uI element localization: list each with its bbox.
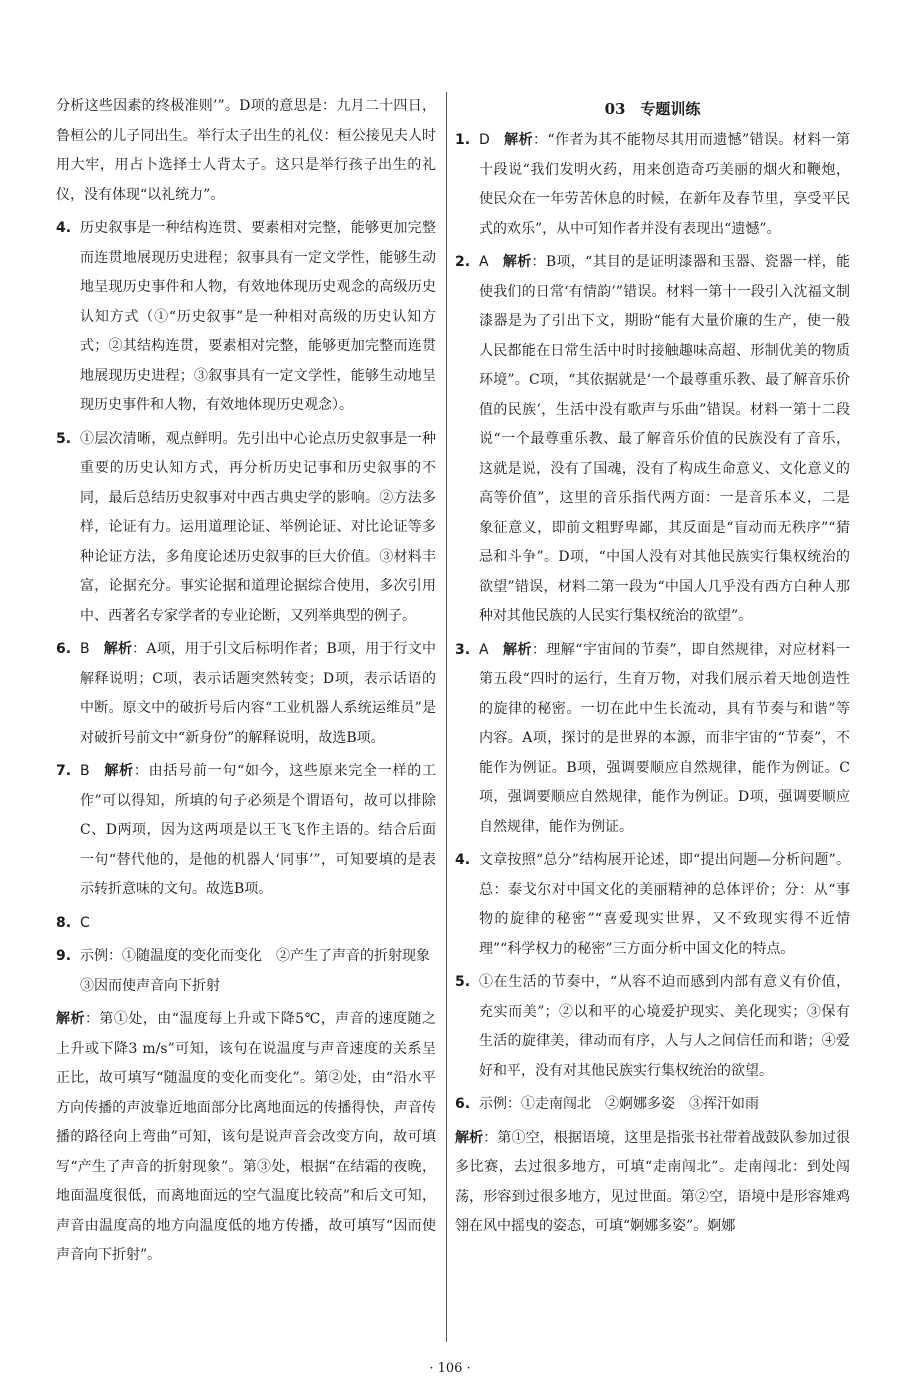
- question-number: 4.: [56, 220, 72, 236]
- analysis-label: 解析: [455, 1129, 484, 1146]
- analysis-text: ：第①处，由“温度每上升或下降5℃，声音的速度随之上升或下降3 m/s”可知，该句在说温度与声音速度的关系呈正比，故可填写“随温度的变化而变化”。第②处，由“沿水平方向传播的声波靠近地面部分比离地面远的传播得快，声音传播的路径向上弯曲”可知，该句是说声音会改变方向，故可填写“产生了声音的折射现象”。第③处，根据“在结霜的夜晚，地面温度很低，而离地面远的空气温度比较高”和后文可知，声音由温度高的地方向温度低的地方传播，故可填写“因而使声音向下折射”。: [56, 1011, 436, 1263]
- answer-choice: D: [479, 132, 490, 148]
- answer-text: ①层次清晰，观点鲜明。先引出中心论点历史叙事是一种重要的历史认知方式，再分析历史记事和历史叙事的不同，最后总结历史叙事对中西古典史学的影响。②方法多样，论证有力。运用道理论证、举例论证、对比论证等多种论证方法，多角度论述历史叙事的巨大价值。③材料丰富，论据充分。事实论据和道理论据综合使用，多次引用中、西著名专家学者的专业论断，又列举典型的例子。: [80, 430, 436, 624]
- answer-choice: A: [479, 641, 489, 658]
- example-2: ②产生了声音的折射现象: [276, 948, 430, 964]
- question-body: [479, 846, 850, 964]
- analysis-text: ：第①空，根据语境，这里是指张书社带着战鼓队参加过很多比赛，去过很多地方，可填“走南闯北”。走南闯北：到处闯荡，形容到过很多地方，见过世面。第②空，语境中是形容雉鸡翎在风中摇曳的姿态，可填“婀娜多姿”。婀娜: [455, 1129, 851, 1234]
- question-number: 7.: [56, 763, 72, 779]
- analysis-text: ：由括号前一句“如今，这些原来完全一样的工作”可以得知，所填的句子必须是个谓语句，故可以排除C、D两项，因为这两项是以王飞飞作主语的。结合后面一句“替代他的，是他的机器人‘同事’”，可知要填的是表示转折意味的文句。故选B项。: [80, 763, 437, 897]
- left-column: [56, 92, 436, 1275]
- example-1: ①走南闯北: [521, 1096, 591, 1112]
- question-body: [80, 909, 436, 939]
- analysis-label: 解析: [56, 1011, 85, 1027]
- question-number: 3.: [455, 641, 471, 658]
- analysis-label: 解析: [503, 132, 533, 148]
- right-column: [455, 92, 850, 1246]
- example-1: ①随温度的变化而变化: [122, 948, 262, 964]
- section-title: 03 专题训练: [604, 100, 701, 118]
- question-number: 9.: [56, 948, 72, 964]
- question-9: [56, 942, 436, 1001]
- question-4: [455, 846, 850, 964]
- question-7: [56, 757, 436, 905]
- question-6: [455, 1090, 850, 1120]
- answer-choice: C: [80, 914, 90, 931]
- example-row: [80, 972, 436, 1002]
- question-1: [455, 126, 850, 244]
- question-number: 1.: [455, 132, 471, 148]
- analysis-label: 解析: [502, 641, 532, 658]
- example-2: ②婀娜多姿: [605, 1096, 675, 1112]
- example-3: ③挥汗如雨: [689, 1096, 759, 1112]
- example-prefix: 示例：: [80, 948, 122, 964]
- question-body: [479, 636, 850, 843]
- question-5: [455, 968, 850, 1086]
- column-divider: [446, 92, 447, 1342]
- analysis-text: ：“作者为其不能物尽其用而遗憾”错误。材料一第十段说“我们发明火药，用来创造奇巧美丽的烟火和鞭炮，使民众在一年劳苦休息的时候，在新年及春节里，享受平民式的欢乐”，从中可知作者并没有表现出“遗憾”。: [479, 132, 850, 237]
- example-prefix: 示例：: [479, 1096, 521, 1112]
- question-3: [455, 636, 850, 843]
- answer-choice: B: [80, 641, 90, 657]
- page-number: · 106 ·: [429, 1361, 471, 1376]
- analysis-text: ：理解“宇宙间的节奏”，即自然规律，对应材料一第五段“四时的运行，生育万物，对我们展示着天地创造性的旋律的秘密。一切在此中生长流动，具有节奏与和谐”等内容。A项，探讨的是世界的本源，而非宇宙的“节奏”，不能作为例证。B项，强调要顺应自然规律，能作为例证。C项，强调要顺应自然规律，能作为例证。D项，强调要顺应自然规律，能作为例证。: [479, 641, 850, 835]
- question-2: [455, 248, 850, 632]
- question-number: 6.: [455, 1096, 471, 1112]
- question-body: [80, 635, 436, 753]
- question-number: 5.: [56, 430, 72, 447]
- question-body: [479, 248, 850, 632]
- example-3: ③因而使声音向下折射: [80, 977, 220, 994]
- question-4: [56, 214, 436, 421]
- answer-text: ①在生活的节奏中，“从容不迫而感到内部有意义有价值，充实而美”；②以和平的心境爱护现实、美化现实；③保有生活的旋律美，律动而有序，人与人之间信任而和谐；④爱好和平，没有对其他民族实行集权统治的欲望。: [479, 974, 850, 1079]
- question-body: [80, 214, 436, 421]
- question-number: 5.: [455, 974, 471, 990]
- question-body: [80, 942, 436, 1001]
- analysis-label: 解析: [103, 763, 134, 779]
- question-number: 8.: [56, 914, 72, 931]
- analysis-label: 解析: [502, 254, 532, 270]
- answer-choice: A: [479, 254, 489, 270]
- question-8: [56, 909, 436, 939]
- answer-text: 历史叙事是一种结构连贯、要素相对完整，能够更加完整而连贯地展现历史进程；叙事具有一定文学性，能够生动地呈现历史事件和人物，有效地体现历史观念的高级历史认知方式（①“历史叙事”是一种相对高级的历史认知方式；②其结构连贯，要素相对完整，能够更加完整而连贯地展现历史进程；③叙事具有一定文学性，能够生动地呈现历史事件和人物，有效地体现历史观念）。: [80, 220, 436, 413]
- analysis-label: 解析: [103, 641, 133, 657]
- question-number: 4.: [455, 852, 471, 868]
- question-9-analysis: [56, 1005, 436, 1271]
- answer-text: 文章按照“总分”结构展开论述，即“提出问题—分析问题”。总：泰戈尔对中国文化的美丽精神的总体评价；分：从“事物的旋律的秘密”“喜爱现实世界，又不致现实得不近情理”“科学权力的秘密”三方面分析中国文化的特点。: [479, 852, 850, 957]
- question-body: [479, 126, 850, 244]
- analysis-text: ：A项，用于引文后标明作者；B项，用于行文中解释说明；C项，表示话题突然转变；D项，表示话语的中断。原文中的破折号后内容“工业机器人系统运维员”是对破折号前文中“新身份”的解释说明，故选B项。: [80, 641, 437, 746]
- question-body: [479, 1090, 850, 1120]
- question-body: [479, 968, 850, 1086]
- question-number: 2.: [455, 254, 471, 270]
- question-body: [80, 757, 436, 905]
- question-5: [56, 425, 436, 632]
- question-body: [80, 425, 436, 632]
- answer-choice: B: [80, 763, 90, 779]
- question-6: [56, 635, 436, 753]
- analysis-text: ：B项，“其目的是证明漆器和玉器、瓷器一样，能使我们的日常‘有情韵’”错误。材料一第十一段引入沈福文制漆器是为了引出下文，期盼“能有大量价廉的生产，使一般人民都能在日常生活中时时接触趣味高超、形制优美的物质环境”。C项，“其依据就是‘一个最尊重乐教、最了解音乐价值的民族’，生活中没有歌声与乐曲”错误。材料一第十二段说“一个最尊重乐教、最了解音乐价值的民族没有了音乐，这就是说，没有了国魂，没有了构成生命意义、文化意义的高等价值”，这里的音乐指代两方面：一是音乐本义，二是象征意义，即前文粗野卑鄙，其反面是“盲动而无秩序”“猜忌和斗争”。D项，“中国人没有对其他民族实行集权统治的欲望”错误，材料二第一段为“中国人几乎没有西方白种人那种对其他民族的人民实行集权统治的欲望”。: [479, 254, 851, 624]
- question-number: 6.: [56, 641, 72, 657]
- continuation-paragraph: 分析这些因素的终极准则’”。D项的意思是：九月二十四日，鲁桓公的儿子同出生。举行太子出生的礼仪：桓公接见夫人时用大牢，用占卜选择士人背太子。这只是举行孩子出生的礼仪，没有体现“以礼统力”。: [56, 98, 436, 203]
- question-6-analysis: [455, 1124, 850, 1242]
